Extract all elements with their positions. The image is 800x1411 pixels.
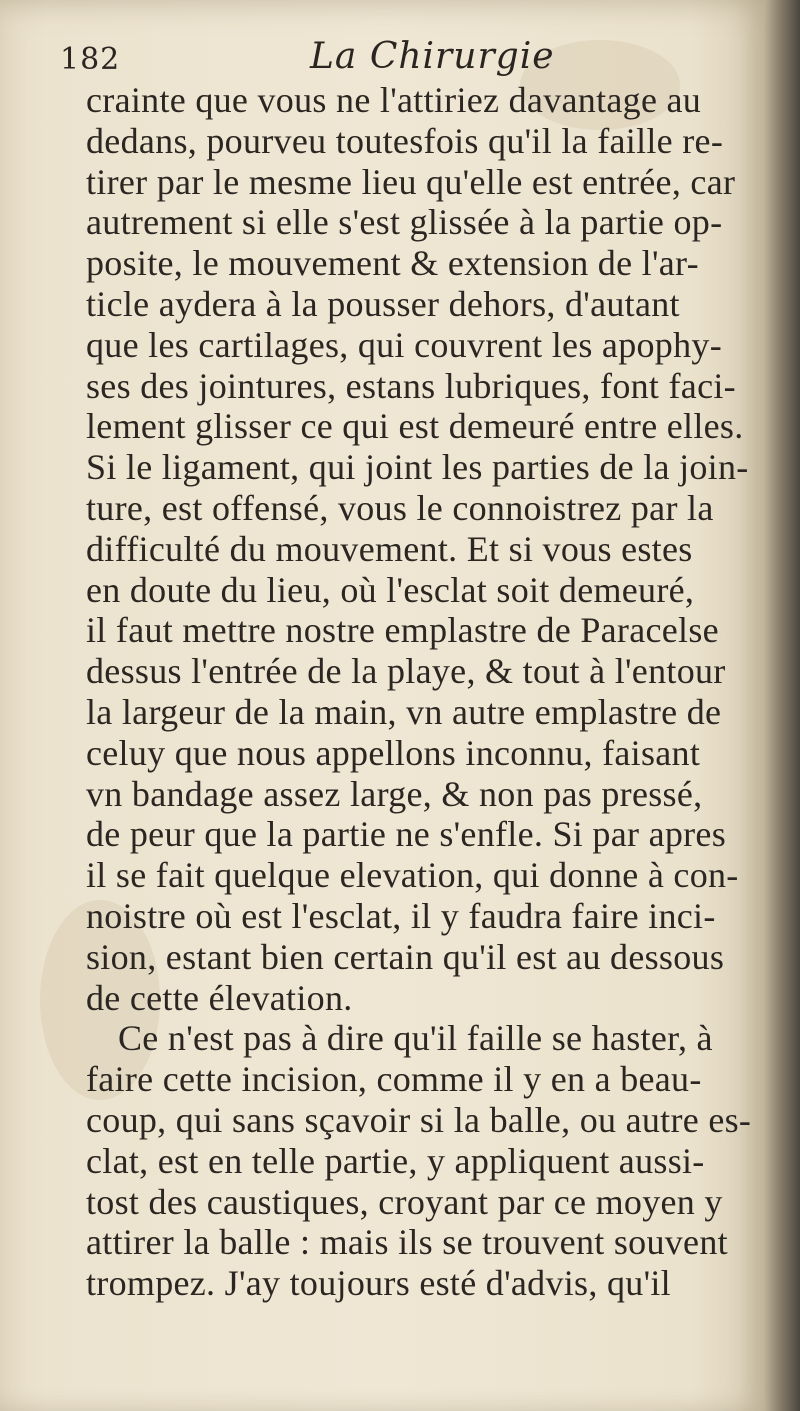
text-line: celuy que nous appellons inconnu, faisant	[86, 732, 701, 773]
text-line: lement glisser ce qui est demeuré entre elles.	[86, 406, 744, 447]
text-line: en doute du lieu, où l'esclat soit demeuré,	[86, 569, 695, 610]
page-number: 182	[60, 42, 121, 77]
text-line: la largeur de la main, vn autre emplastre de	[86, 691, 722, 732]
page-header	[52, 34, 752, 84]
text-line: Si le ligament, qui joint les parties de la join-	[86, 447, 749, 488]
text-line: trompez. J'ay toujours esté d'advis, qu'il	[86, 1263, 671, 1304]
text-line: dessus l'entrée de la playe, & tout à l'entour	[86, 651, 726, 692]
body-text	[86, 80, 766, 1304]
text-line: sion, estant bien certain qu'il est au dessous	[86, 936, 725, 977]
text-line: dedans, pourveu toutesfois qu'il la faille re-	[86, 120, 724, 161]
text-line: coup, qui sans sçavoir si la balle, ou autre es-	[86, 1099, 752, 1140]
text-line: autrement si elle s'est glissée à la partie op-	[86, 202, 723, 243]
text-line: crainte que vous ne l'attiriez davantage au	[86, 80, 702, 120]
running-title: La Chirurgie	[310, 36, 555, 77]
text-line: ses des jointures, estans lubriques, font faci-	[86, 365, 736, 406]
text-line: attirer la balle : mais ils se trouvent souvent	[86, 1222, 728, 1263]
text-line: il faut mettre nostre emplastre de Paracelse	[86, 610, 719, 651]
text-line: que les cartilages, qui couvrent les apophy-	[86, 324, 722, 365]
text-line: ticle aydera à la pousser dehors, d'autant	[86, 283, 680, 324]
text-line: clat, est en telle partie, y appliquent aussi-	[86, 1140, 705, 1181]
text-line: vn bandage assez large, & non pas pressé,	[86, 773, 703, 814]
text-line: tost des caustiques, croyant par ce moyen y	[86, 1181, 723, 1222]
text-line: posite, le mouvement & extension de l'ar-	[86, 243, 699, 284]
page-edge-shadow	[764, 0, 800, 1411]
paragraph-start-line: Ce n'est pas à dire qu'il faille se haster, à	[118, 1018, 713, 1059]
text-line: il se fait quelque elevation, qui donne à con-	[86, 855, 739, 896]
text-line: ture, est offensé, vous le connoistrez par la	[86, 487, 714, 528]
text-line: de peur que la partie ne s'enfle. Si par apres	[86, 814, 727, 855]
text-line: de cette élevation.	[86, 977, 353, 1018]
text-line: tirer par le mesme lieu qu'elle est entrée, car	[86, 161, 736, 202]
text-line: noistre où est l'esclat, il y faudra faire inci-	[86, 895, 716, 936]
text-line: faire cette incision, comme il y en a beau-	[86, 1059, 702, 1100]
text-line: difficulté du mouvement. Et si vous estes	[86, 528, 693, 569]
